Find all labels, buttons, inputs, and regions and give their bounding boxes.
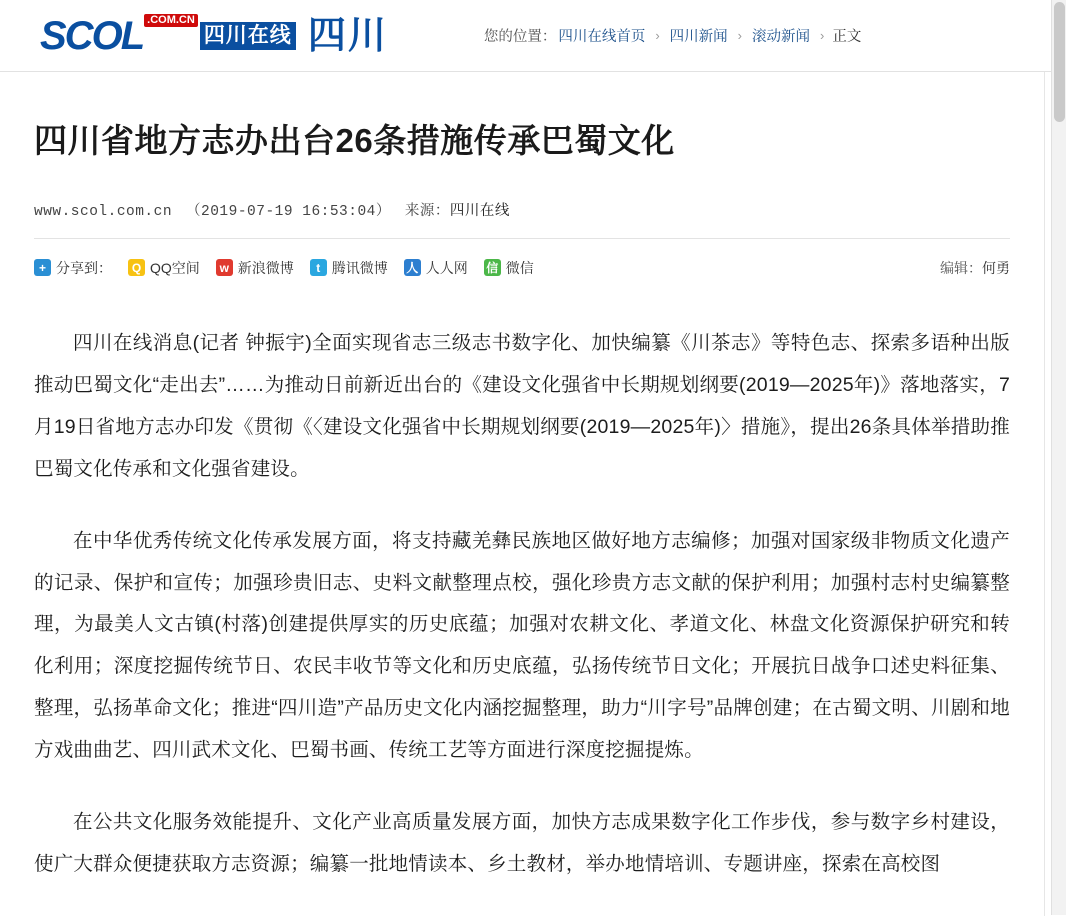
article-body — [34, 323, 1010, 886]
share-button-tencent-weibo-label: 腾讯微博 — [331, 259, 388, 276]
breadcrumb-separator-icon: › — [655, 28, 660, 43]
page-scrollbar-thumb[interactable] — [1054, 2, 1065, 122]
site-header — [0, 0, 1066, 72]
share-button-qq-zone[interactable] — [128, 258, 200, 278]
share-button-tencent-weibo[interactable] — [310, 258, 388, 278]
breadcrumb — [484, 25, 862, 46]
article-source-label: 来源： — [404, 202, 450, 219]
renren-icon: 人 — [404, 259, 421, 276]
page-title: 四川省地方志办出台26条措施传承巴蜀文化 — [34, 122, 675, 159]
editor-name: 何勇 — [982, 259, 1010, 276]
share-button-wechat[interactable] — [484, 258, 534, 278]
scol-letter-l: L — [120, 13, 144, 58]
article-datetime: （2019-07-19 16:53:04） — [186, 203, 391, 220]
scol-letters-sc: SC — [40, 13, 92, 58]
article-source-name: 四川在线 — [449, 202, 510, 219]
share-button-qq-zone-label: QQ空间 — [150, 259, 200, 276]
article-paragraph: 四川在线消息(记者 钟振宇)全面实现省志三级志书数字化、加快编纂《川茶志》等特色志、探索多语种出版推动巴蜀文化“走出去”……为推动日前新近出台的《建设文化强省中长期规划纲要(2019—2025年)》落地落实，7月19日省地方志办印发《贯彻《〈建设文化强省中长期规划纲要(2019—2025年)〉措施》，提出26条具体举措助推巴蜀文化传承和文化强省建设。 — [34, 331, 1010, 480]
breadcrumb-separator-icon: › — [820, 28, 825, 43]
breadcrumb-label: 您的位置： — [483, 29, 557, 45]
page-body — [0, 72, 1066, 916]
share-label: 分享到： — [56, 259, 112, 276]
tencent-weibo-icon: t — [310, 259, 327, 276]
share-plus-icon: + — [34, 259, 51, 276]
scol-chinese-name: 四川在线 — [200, 22, 296, 50]
sina-weibo-icon: w — [216, 259, 233, 276]
scol-letter-o: O — [91, 13, 121, 58]
scol-domain-badge: .COM.CN — [144, 14, 198, 27]
share-label-group — [34, 258, 112, 278]
breadcrumb-separator-icon: › — [737, 28, 743, 43]
site-logo[interactable] — [40, 13, 388, 58]
article-paragraph: 在公共文化服务效能提升、文化产业高质量发展方面，加快方志成果数字化工作步伐，参与数字乡村建设，使广大群众便捷获取方志资源；编纂一批地情读本、乡土教材，举办地情培训、专题讲座，探索在高校图 — [34, 811, 1010, 876]
article-paragraph: 在中华优秀传统文化传承发展方面，将支持藏羌彝民族地区做好地方志编修；加强对国家级非物质文化遗产的记录、保护和宣传；加强珍贵旧志、史料文献整理点校，强化珍贵方志文献的保护利用；加强村志村史编纂整理，为最美人文古镇(村落)创建提供厚实的历史底蕴；加强对农耕文化、孝道文化、林盘文化资源保护研究和转化利用；深度挖掘传统节日、农民丰收节等文化和历史底蕴，弘扬传统节日文化；开展抗日战争口述史料征集、整理，弘扬革命文化；推进“四川造”产品历史文化内涵挖掘整理，助力“川字号”品牌创建；在古蜀文明、川剧和地方戏曲曲艺、四川武术文化、巴蜀书画、传统工艺等方面进行深度挖掘提炼。 — [34, 529, 1010, 762]
share-button-renren-label: 人人网 — [425, 259, 468, 276]
channel-name-sichuan: 四川 — [307, 14, 388, 57]
share-bar — [34, 239, 1010, 297]
share-button-sina-weibo[interactable] — [216, 258, 294, 278]
breadcrumb-item-sichuan-news[interactable]: 四川新闻 — [669, 29, 728, 45]
scol-wordmark — [40, 13, 198, 58]
qq-zone-icon: Q — [128, 259, 145, 276]
breadcrumb-item-home[interactable]: 四川在线首页 — [558, 29, 646, 45]
breadcrumb-item-current: 正文 — [832, 29, 862, 45]
share-button-renren[interactable] — [404, 258, 468, 278]
article-container — [0, 72, 1045, 916]
editor-credit — [940, 258, 1010, 278]
page-scrollbar[interactable] — [1051, 0, 1066, 915]
share-button-sina-weibo-label: 新浪微博 — [237, 259, 294, 276]
breadcrumb-item-rolling-news[interactable]: 滚动新闻 — [752, 29, 811, 45]
share-button-wechat-label: 微信 — [505, 259, 534, 276]
article-url: www.scol.com.cn — [34, 203, 173, 220]
article-meta — [34, 199, 1010, 220]
wechat-icon: 信 — [484, 259, 501, 276]
editor-label: 编辑： — [940, 259, 982, 276]
